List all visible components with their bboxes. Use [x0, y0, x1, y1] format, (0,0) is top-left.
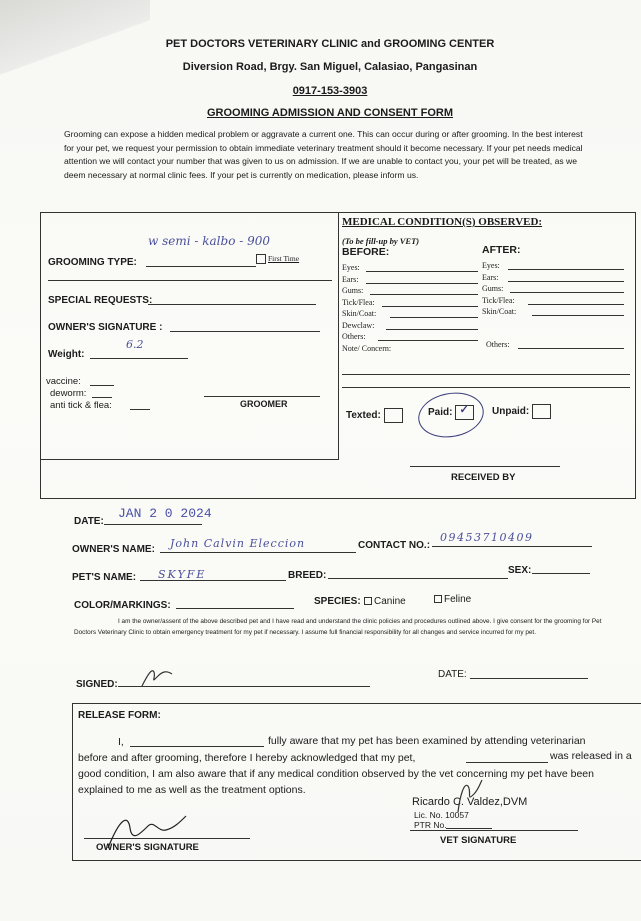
form-title: GROOMING ADMISSION AND CONSENT FORM	[206, 107, 454, 119]
clinic-phone: 0917-153-3903	[292, 85, 368, 97]
after-tick: Tick/Flea:	[482, 295, 515, 305]
feline-label: Feline	[444, 594, 472, 605]
weight-value: 6.2	[126, 338, 144, 351]
feline-box[interactable]	[434, 595, 442, 603]
canine-label: Canine	[374, 596, 406, 607]
after-others: Others:	[486, 340, 510, 349]
grooming-type-label: GROOMING TYPE:	[48, 257, 137, 268]
sex-label: SEX:	[508, 565, 532, 576]
unpaid-label: Unpaid:	[492, 406, 530, 418]
canine-option[interactable]	[364, 596, 406, 607]
owner-signature-scribble	[138, 664, 178, 690]
vet-license: Lic. No. 10057	[414, 810, 469, 820]
special-requests-label: SPECIAL REQUESTS:	[48, 295, 153, 306]
first-time-label: First Time	[268, 254, 300, 263]
owner-signature-caption: OWNER'S SIGNATURE	[96, 842, 199, 853]
pet-name-label: PET'S NAME:	[72, 572, 137, 583]
breed-label: BREED:	[288, 570, 327, 581]
release-text-1: fully aware that my pet has been examined by attending veterinarian	[268, 735, 586, 747]
groomer-line	[204, 396, 320, 397]
texted-box[interactable]	[384, 408, 403, 423]
owner-name-value: John Calvin Eleccion	[170, 537, 306, 550]
owner-signature-label: OWNER'S SIGNATURE :	[48, 322, 163, 333]
contact-value: 09453710409	[440, 531, 534, 544]
weight-label: Weight:	[48, 349, 85, 360]
after-gums: Gums:	[482, 284, 504, 293]
medical-sub: (To be fill-up by VET)	[342, 236, 420, 246]
after-skin: Skin/Coat:	[482, 307, 517, 316]
before-others: Others:	[342, 332, 366, 341]
paid-box[interactable]	[455, 405, 474, 420]
vet-signature-scribble	[452, 776, 488, 816]
signed-date-label: DATE:	[438, 669, 467, 680]
paid-label: Paid:	[428, 407, 453, 419]
species-label: SPECIES:	[314, 596, 361, 607]
release-i: I,	[118, 736, 124, 748]
antitick-label: anti tick & flea:	[50, 400, 112, 411]
texted-option[interactable]	[346, 408, 405, 423]
before-dewclaw: Dewclaw:	[342, 320, 375, 330]
release-text-4: explained to me as well as the treatment options.	[78, 784, 306, 796]
after-ears: Ears:	[482, 272, 499, 282]
vet-name: Ricardo C. Valdez,DVM	[412, 796, 528, 808]
color-label: COLOR/MARKINGS:	[74, 600, 171, 611]
medical-title: MEDICAL CONDITION(S) OBSERVED:	[342, 216, 543, 228]
release-title: RELEASE FORM:	[78, 710, 161, 721]
before-tick: Tick/Flea:	[342, 297, 375, 307]
before-skin: Skin/Coat:	[342, 309, 377, 318]
note-concern: Note/ Concern:	[342, 343, 392, 353]
first-time-checkbox[interactable]	[256, 254, 299, 264]
received-by-label: RECEIVED BY	[451, 472, 516, 483]
contact-label: CONTACT NO.:	[358, 540, 431, 551]
paid-check-icon: ✓	[459, 404, 469, 416]
clinic-name: PET DOCTORS VETERINARY CLINIC and GROOMING CENTER	[165, 38, 495, 50]
after-label: AFTER:	[482, 244, 521, 256]
left-bottom-line	[40, 459, 338, 460]
vaccine-line	[90, 385, 114, 386]
groomer-label: GROOMER	[240, 399, 288, 409]
deworm-label: deworm:	[50, 388, 87, 399]
clinic-address: Diversion Road, Brgy. San Miguel, Calasiao, Pangasinan	[182, 61, 478, 73]
signed-label: SIGNED:	[76, 679, 118, 690]
vet-signature-caption: VET SIGNATURE	[440, 835, 517, 846]
paid-option[interactable]	[428, 405, 476, 420]
texted-label: Texted:	[346, 410, 381, 422]
feline-option[interactable]	[434, 594, 471, 605]
intro-paragraph: Grooming can expose a hidden medical problem or aggravate a current one. This can occur during or after grooming. In the best interest for your pet, we request your permission to obtain immediate veterinary treatment should it become necessary. If your pet needs medical attention we will contact your number that was given to us on admission. If we are unable to contact you, your pet will be treated, as we deem necessary at normal clinic fees. If your pet is currently on medication, please inform us.	[64, 129, 583, 180]
before-eyes: Eyes:	[342, 263, 360, 272]
owner-signature-line	[170, 331, 320, 332]
first-time-box[interactable]	[256, 254, 266, 264]
grooming-type-value: w semi - kalbo - 900	[148, 234, 271, 248]
owner-name-label: OWNER'S NAME:	[72, 544, 155, 555]
date-label: DATE:	[74, 516, 104, 527]
release-text-2b: was released in a	[550, 750, 632, 762]
grooming-type-line	[146, 266, 256, 267]
special-requests-line	[148, 304, 316, 305]
unpaid-box[interactable]	[532, 404, 551, 419]
before-label: BEFORE:	[342, 246, 390, 258]
section-divider	[338, 212, 339, 460]
unpaid-option[interactable]	[492, 404, 553, 419]
vaccine-label: vaccine:	[46, 376, 81, 387]
release-text-3: good condition, I am also aware that if any medical condition observed by the vet concerning my pet have been	[78, 768, 594, 780]
weight-line	[90, 358, 188, 359]
pet-name-value: SKYFE	[158, 568, 207, 581]
release-text-2a: before and after grooming, therefore I hereby acknowledged that my pet,	[78, 752, 416, 764]
date-stamp: JAN 2 0 2024	[118, 506, 212, 521]
grooming-type-line-2	[48, 280, 332, 281]
before-ears: Ears:	[342, 274, 359, 284]
deworm-line	[92, 397, 112, 398]
consent-paragraph: I am the owner/assent of the above described pet and I have read and understand the clinic policies and procedures outlined above. I give consent for the grooming for Pet Doctors Veterinary Clinic to obtain emergency treatment for my pet if necessary. I assume full financial responsibility for all changes and service incurred for my pet.	[74, 618, 602, 636]
canine-box[interactable]	[364, 597, 372, 605]
after-eyes: Eyes:	[482, 261, 500, 270]
vet-ptr: PTR No.	[414, 820, 447, 830]
antitick-line	[130, 409, 150, 410]
before-gums: Gums:	[342, 286, 364, 295]
